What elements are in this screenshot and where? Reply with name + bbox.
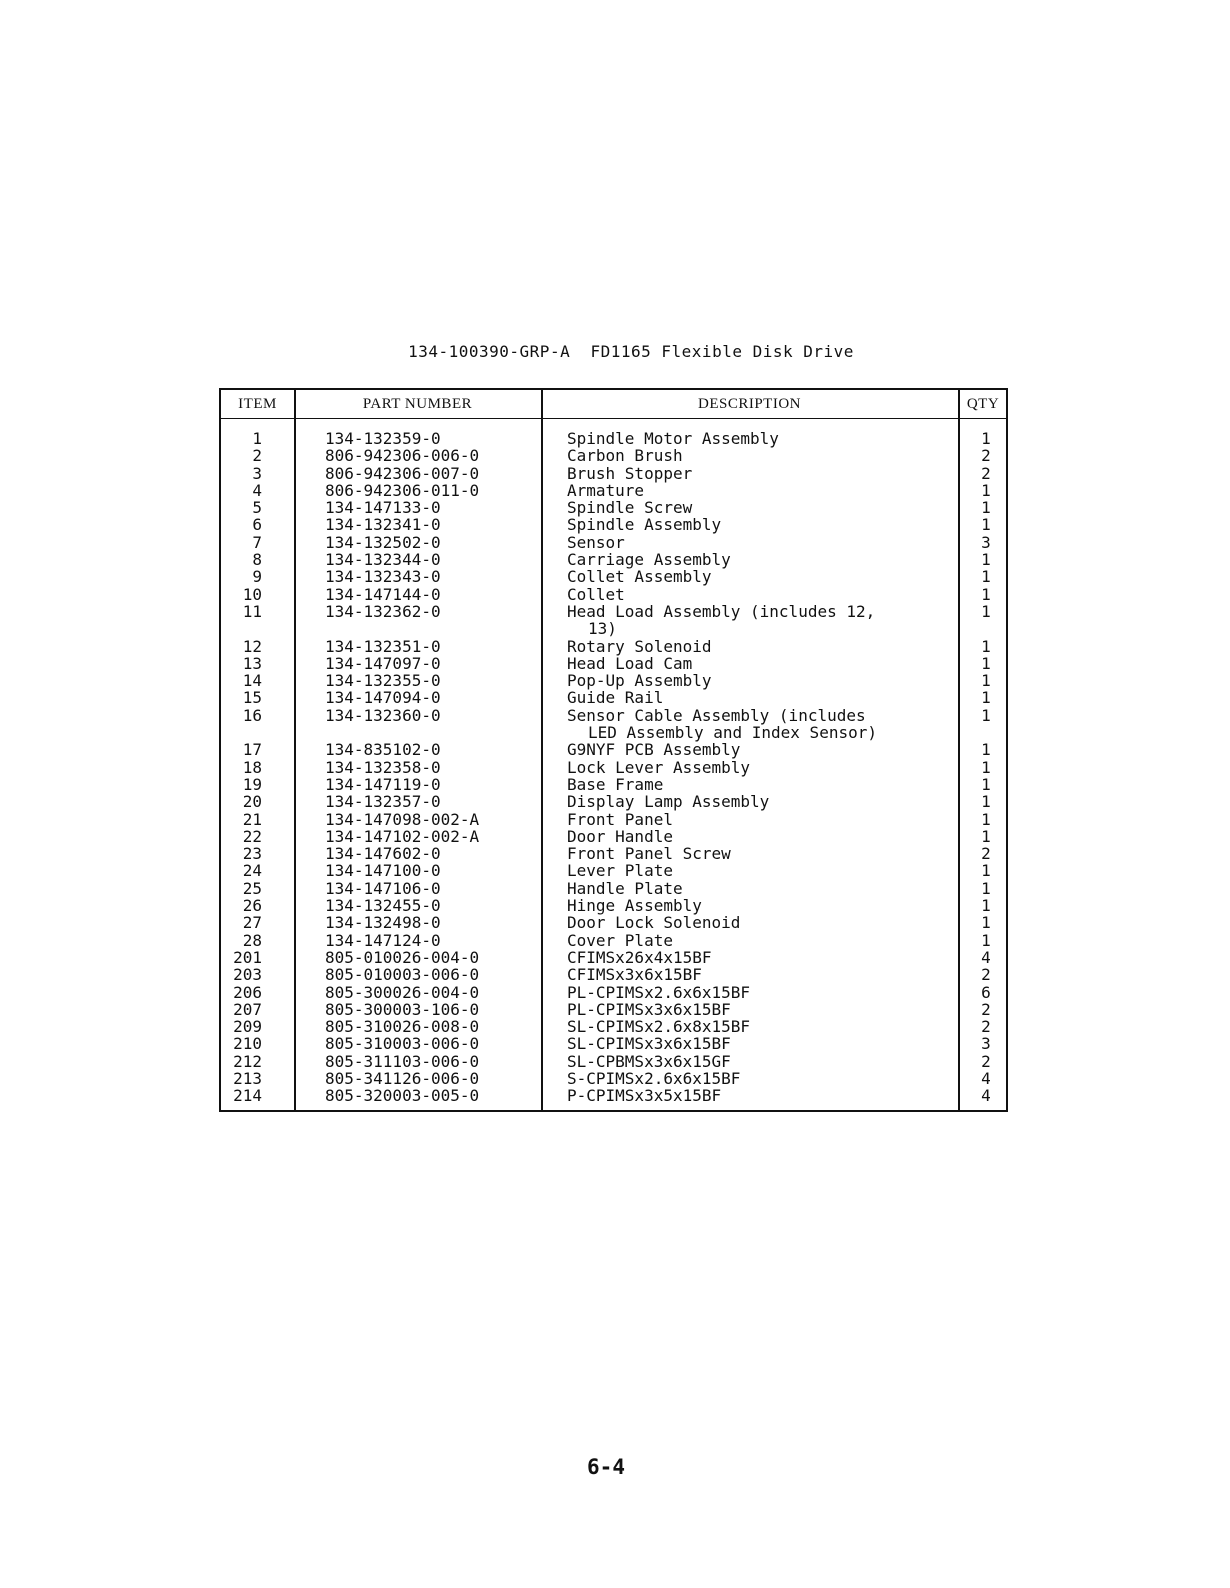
table-row [221,672,1006,689]
table-row [221,638,1006,655]
description-cell [567,1087,949,1104]
table-row [221,447,1006,464]
part-number: 805-010003-006-0 [325,965,480,985]
quantity: 1 [981,671,991,691]
quantity: 1 [981,688,991,708]
description-cell [567,482,949,499]
part-number: 806-942306-011-0 [325,480,480,500]
quantity: 1 [981,480,991,500]
quantity: 2 [981,965,991,985]
table-row [221,984,1006,1001]
item-number: 8 [252,550,262,570]
item-number: 1 [252,429,262,448]
item-number: 209 [233,1017,262,1037]
item-number: 17 [242,740,262,760]
quantity: 1 [981,584,991,604]
item-number: 26 [242,896,262,916]
table-row [221,551,1006,568]
item-number: 6 [252,515,262,535]
item-number: 11 [242,601,262,621]
part-number: 134-132359-0 [325,429,441,448]
quantity: 2 [981,463,991,483]
quantity: 1 [981,601,991,621]
description-cell [567,568,949,585]
part-number: 134-132357-0 [325,792,441,812]
table-row [221,499,1006,516]
item-number: 22 [242,826,262,846]
description: Brush Stopper [567,463,693,483]
table-row [221,741,1006,758]
description-cell [567,845,949,862]
description: Front Panel [567,809,673,829]
item-number: 212 [233,1051,262,1071]
description-cell [567,672,949,689]
description-cell [567,793,949,810]
quantity: 6 [981,982,991,1002]
description: Handle Plate [567,878,683,898]
description: Armature [567,480,645,500]
part-number: 134-147124-0 [325,930,441,950]
table-row [221,1001,1006,1018]
quantity: 2 [981,446,991,466]
description: PL-CPIMSx3x6x15BF [567,999,731,1019]
item-number: 7 [252,532,262,552]
description: SL-CPIMSx3x6x15BF [567,1034,731,1054]
description-cell [567,1018,949,1035]
item-number: 19 [242,774,262,794]
table-row [221,689,1006,706]
description: Spindle Screw [567,498,693,518]
table-row [221,914,1006,931]
description-cell [567,638,949,655]
description: Guide Rail [567,688,664,708]
quantity: 4 [981,1068,991,1088]
item-number: 23 [242,844,262,864]
quantity: 1 [981,653,991,673]
description-cell [567,689,949,706]
description-continuation: 13) [588,619,617,639]
item-number: 10 [242,584,262,604]
quantity: 1 [981,757,991,777]
quantity: 1 [981,636,991,656]
description-cell [567,984,949,1001]
description-cell [567,430,949,447]
description-cell [567,603,949,638]
table-row [221,1035,1006,1052]
item-number: 2 [252,446,262,466]
table-body [221,430,1006,1105]
part-number: 805-010026-004-0 [325,947,480,967]
table-row [221,793,1006,810]
description: SL-CPIMSx2.6x8x15BF [567,1017,751,1037]
description-continuation: LED Assembly and Index Sensor) [588,723,877,743]
column-header-description: DESCRIPTION [697,396,801,412]
description-cell [567,966,949,983]
part-number: 134-147133-0 [325,498,441,518]
part-number: 806-942306-007-0 [325,463,480,483]
description: Door Lock Solenoid [567,913,741,933]
quantity: 1 [981,913,991,933]
table-row [221,1087,1006,1104]
description-cell [567,949,949,966]
description-cell [567,499,949,516]
table-row [221,897,1006,914]
quantity: 2 [981,1051,991,1071]
quantity: 2 [981,844,991,864]
parts-list-table [219,388,1008,1112]
table-row [221,603,1006,638]
header-divider [221,418,1006,419]
table-row [221,932,1006,949]
part-number: 134-132498-0 [325,913,441,933]
quantity: 4 [981,947,991,967]
table-row [221,862,1006,879]
quantity: 2 [981,1017,991,1037]
item-number: 213 [233,1068,262,1088]
part-number: 806-942306-006-0 [325,446,480,466]
part-number: 134-132344-0 [325,550,441,570]
description-cell [567,1053,949,1070]
description: Lever Plate [567,861,673,881]
part-number: 134-835102-0 [325,740,441,760]
item-number: 15 [242,688,262,708]
table-row [221,1070,1006,1087]
description: Carbon Brush [567,446,683,466]
description: Display Lamp Assembly [567,792,770,812]
item-number: 21 [242,809,262,829]
quantity: 1 [981,861,991,881]
description: Pop-Up Assembly [567,671,712,691]
quantity: 1 [981,550,991,570]
description: Head Load Assembly (includes 12, [567,601,876,621]
item-number: 206 [233,982,262,1002]
part-number: 134-147106-0 [325,878,441,898]
description-cell [567,828,949,845]
description: CFIMSx26x4x15BF [567,947,712,967]
quantity: 3 [981,532,991,552]
quantity: 1 [981,705,991,725]
part-number: 805-310026-008-0 [325,1017,480,1037]
part-number: 134-147098-002-A [325,809,480,829]
description: SL-CPBMSx3x6x15GF [567,1051,731,1071]
item-number: 18 [242,757,262,777]
quantity: 1 [981,429,991,448]
part-number: 134-132502-0 [325,532,441,552]
part-number: 134-147602-0 [325,844,441,864]
description: Head Load Cam [567,653,693,673]
quantity: 1 [981,809,991,829]
part-number: 134-132351-0 [325,636,441,656]
item-number: 27 [242,913,262,933]
item-number: 13 [242,653,262,673]
description: Rotary Solenoid [567,636,712,656]
item-number: 20 [242,792,262,812]
table-row [221,1018,1006,1035]
description-cell [567,655,949,672]
page-number: 6-4 [587,1455,625,1479]
part-number: 134-147100-0 [325,861,441,881]
description: Carriage Assembly [567,550,731,570]
quantity: 1 [981,896,991,916]
item-number: 14 [242,671,262,691]
quantity: 1 [981,498,991,518]
table-row [221,949,1006,966]
item-number: 16 [242,705,262,725]
table-row [221,586,1006,603]
table-row [221,1053,1006,1070]
table-row [221,568,1006,585]
table-row [221,516,1006,533]
item-number: 28 [242,930,262,950]
description: Hinge Assembly [567,896,702,916]
description: Collet Assembly [567,567,712,587]
description-cell [567,707,949,742]
item-number: 210 [233,1034,262,1054]
description-cell [567,447,949,464]
description: Sensor Cable Assembly (includes [567,705,866,725]
description-cell [567,776,949,793]
description-cell [567,897,949,914]
item-number: 201 [233,947,262,967]
part-number: 134-147097-0 [325,653,441,673]
description: PL-CPIMSx2.6x6x15BF [567,982,751,1002]
description-cell [567,914,949,931]
part-number: 134-147119-0 [325,774,441,794]
quantity: 1 [981,774,991,794]
table-row [221,811,1006,828]
quantity: 4 [981,1086,991,1106]
description-cell [567,1070,949,1087]
item-number: 4 [252,480,262,500]
part-number: 805-320003-005-0 [325,1086,480,1106]
column-header-item: ITEM [238,396,277,412]
description: Sensor [567,532,625,552]
description-cell [567,1035,949,1052]
description: Front Panel Screw [567,844,731,864]
quantity: 1 [981,930,991,950]
quantity: 2 [981,999,991,1019]
item-number: 3 [252,463,262,483]
description-cell [567,880,949,897]
description: P-CPIMSx3x5x15BF [567,1086,722,1106]
description-cell [567,862,949,879]
part-number: 134-132362-0 [325,601,441,621]
part-number: 134-132355-0 [325,671,441,691]
description: CFIMSx3x6x15BF [567,965,702,985]
part-number: 134-147144-0 [325,584,441,604]
item-number: 9 [252,567,262,587]
part-number: 805-300003-106-0 [325,999,480,1019]
part-number: 134-147102-002-A [325,826,480,846]
part-number: 134-132455-0 [325,896,441,916]
item-number: 207 [233,999,262,1019]
description: Lock Lever Assembly [567,757,751,777]
quantity: 1 [981,740,991,760]
quantity: 1 [981,567,991,587]
column-header-qty: QTY [966,396,1000,412]
part-number: 134-147094-0 [325,688,441,708]
item-number: 12 [242,636,262,656]
quantity: 1 [981,878,991,898]
description-cell [567,759,949,776]
document-title: 134-100390-GRP-A FD1165 Flexible Disk Drive [408,342,854,361]
table-row [221,655,1006,672]
description-cell [567,551,949,568]
description: Cover Plate [567,930,673,950]
description-cell [567,811,949,828]
part-number: 134-132360-0 [325,705,441,725]
description-cell [567,586,949,603]
description: S-CPIMSx2.6x6x15BF [567,1068,741,1088]
description-cell [567,465,949,482]
description-cell [567,741,949,758]
table-row [221,759,1006,776]
description: G9NYF PCB Assembly [567,740,741,760]
item-number: 24 [242,861,262,881]
quantity: 1 [981,826,991,846]
description: Base Frame [567,774,664,794]
table-row [221,534,1006,551]
description: Door Handle [567,826,673,846]
table-row [221,465,1006,482]
quantity: 3 [981,1034,991,1054]
item-number: 25 [242,878,262,898]
table-row [221,828,1006,845]
part-number: 805-311103-006-0 [325,1051,480,1071]
quantity: 1 [981,792,991,812]
description-cell [567,516,949,533]
table-row [221,776,1006,793]
part-number: 134-132341-0 [325,515,441,535]
item-number: 5 [252,498,262,518]
item-number: 214 [233,1086,262,1106]
part-number: 805-310003-006-0 [325,1034,480,1054]
table-row [221,966,1006,983]
description: Spindle Motor Assembly [567,429,779,448]
table-row [221,845,1006,862]
description: Collet [567,584,625,604]
description-cell [567,1001,949,1018]
part-number: 134-132358-0 [325,757,441,777]
description-cell [567,932,949,949]
part-number: 805-341126-006-0 [325,1068,480,1088]
table-row [221,707,1006,742]
column-header-part-number: PART NUMBER [362,396,473,412]
description-cell [567,534,949,551]
table-row [221,880,1006,897]
table-row [221,430,1006,447]
quantity: 1 [981,515,991,535]
part-number: 805-300026-004-0 [325,982,480,1002]
part-number: 134-132343-0 [325,567,441,587]
description: Spindle Assembly [567,515,722,535]
item-number: 203 [233,965,262,985]
table-row [221,482,1006,499]
